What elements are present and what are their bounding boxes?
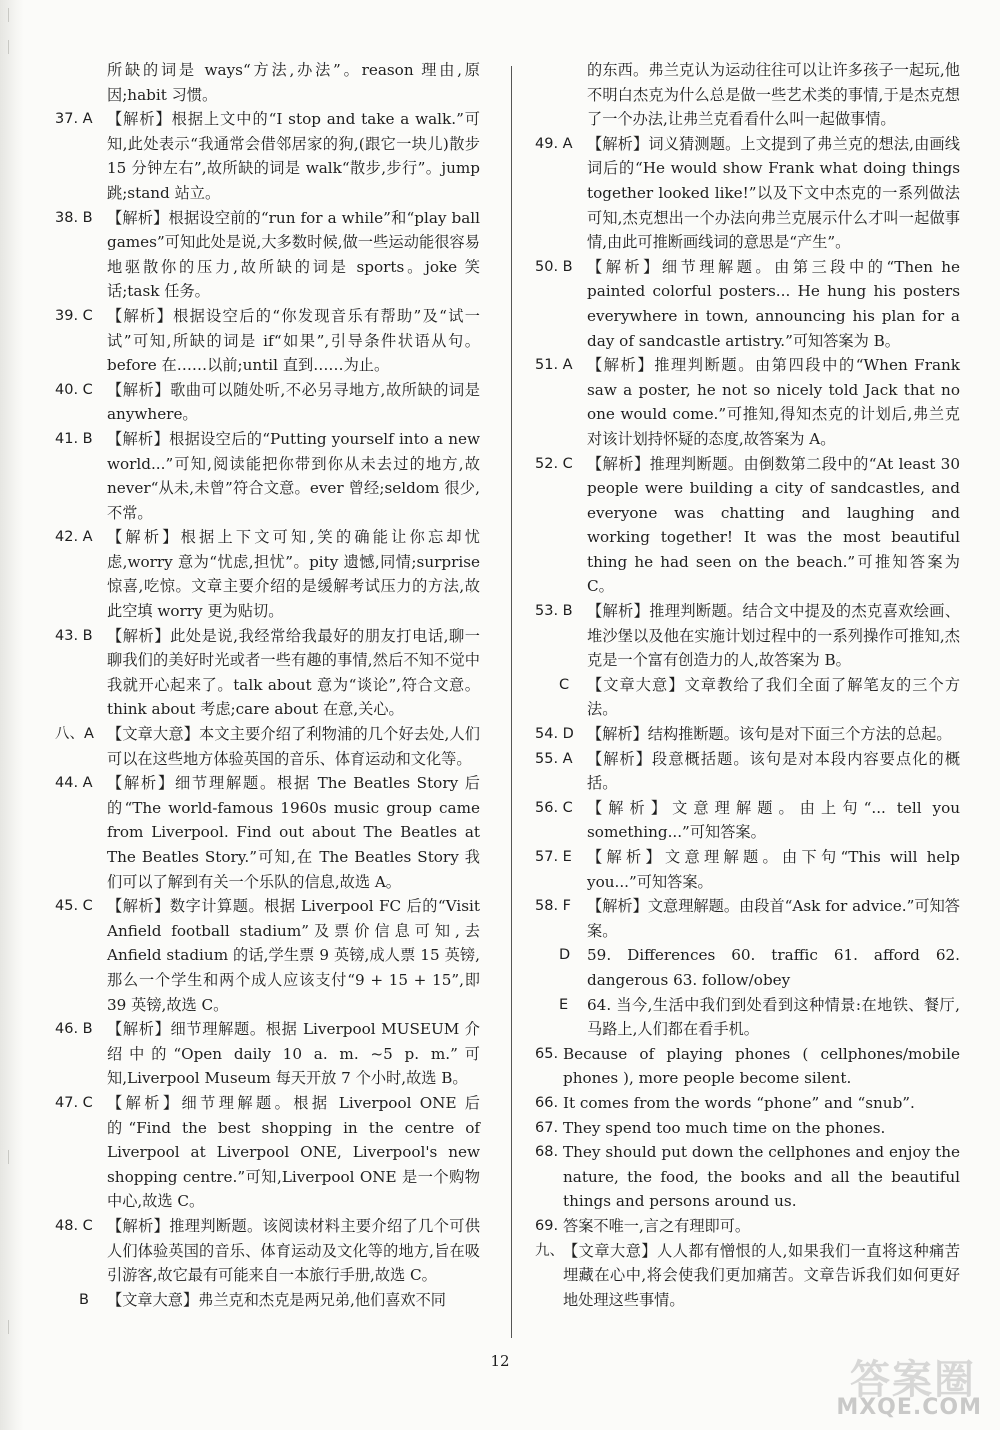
page-number: 12 [490,1352,510,1370]
answer-number: 45. C [55,898,93,915]
answer-text: 【解析】推理判断题。结合文中提及的杰克喜欢绘画、堆沙堡以及他在实施计划过程中的一系列操作可推知,杰克是一个富有创造力的人,故答案为 B。 [587,602,960,670]
answer-number: 56. C [535,799,573,816]
answer-text: 【解析】细节理解题。根据 Liverpool ONE 后的“Find the best shopping in the centre of Liverpool at Liverpool ONE, Liverpool's new shopping centre.”可知,Liverpool ONE 是一个购物中心,故选 C。 [107,1093,480,1211]
answer-item [535,673,960,722]
answer-item [535,132,960,255]
watermark-logo [807,1348,982,1420]
answer-item [535,353,960,451]
answer-item [535,796,960,845]
answer-number: C [559,676,570,693]
answer-number: D [559,947,571,964]
answer-item [55,427,480,525]
answer-number: 69. [535,1217,559,1234]
answer-item [535,722,960,747]
answer-number: 51. A [535,357,573,374]
answer-number: 58. F [535,898,572,915]
answer-number: 39. C [55,307,93,324]
answer-item [535,1140,960,1214]
answer-number: 68. [535,1144,559,1161]
answer-item [55,722,480,771]
answer-text: 【解析】歌曲可以随处听,不必另寻地方,故所缺的词是 anywhere。 [107,380,480,424]
watermark-bottom-text: MXQE.COM [836,1395,982,1420]
answer-number: 41. B [55,430,93,447]
answer-text: 【文章大意】人人都有憎恨的人,如果我们一直将这种痛苦埋藏在心中,将会使我们更加痛苦。文章告诉我们如何更好地处理这些事情。 [563,1241,960,1309]
answer-number: 37. A [55,111,93,128]
answer-text: 【解析】细节理解题。由第三段中的“Then he painted colorful posters... He hung his posters everywhere in town, announcing his plan for a day of sandcastle artistry.”可知答案为 B。 [587,257,960,350]
left-column [55,58,480,1312]
answer-text: 【解析】数字计算题。根据 Liverpool FC 后的“Visit Anfield football stadium”及票价信息可知,去 Anfield stadium 的话,学生票 9 英镑,成人票 15 英镑,那么一个学生和两个成人应该支付“9 + 15 + 15”,即 39 英镑,故选 C。 [107,897,480,1014]
answer-item [535,943,960,992]
answer-text: 【解析】根据设空后的“Putting yourself into a new world...”可知,阅读能把你带到你从未去过的地方,故 never“从未,未曾”符合文意。ever 曾经;seldom 很少,不常。 [107,429,480,522]
answer-number: 43. B [55,627,93,644]
answer-text: 【解析】词义猜测题。上文提到了弗兰克的想法,由画线词后的“He would show Frank what doing things together looked like!”以及下文中杰克的一系列做法可知,杰克想出一个办法向弗兰克展示什么才叫一起做事情,由此可推断画线词的意思是“产生”。 [587,134,960,252]
answer-item [55,1214,480,1288]
answer-text: 【解析】根据设空后的“你发现音乐有帮助”及“试一试”可知,所缺的词是 if“如果”,引导条件状语从句。before 在……以前;until 直到……为止。 [107,306,480,375]
answer-item [535,255,960,353]
answer-text: 【解析】此处是说,我经常给我最好的朋友打电话,聊一聊我们的美好时光或者一些有趣的事情,然后不知不觉中我就开心起来了。talk about 意为“谈论”,符合文意。think about 考虑;care about 在意,关心。 [107,626,480,719]
answer-text: 【解析】细节理解题。根据 Liverpool MUSEUM 介绍中的“Open daily 10 a. m. ~5 p. m.”可知,Liverpool Museum 每天开放 7 个小时,故选 B。 [107,1020,480,1088]
page-binding-edge [0,0,24,1430]
answer-item [535,894,960,943]
answer-item [535,747,960,796]
answer-item [535,1214,960,1239]
answer-number: 50. B [535,258,573,275]
answer-text: 64. 当今,生活中我们到处看到这种情景:在地铁、餐厅,马路上,人们都在看手机。 [587,995,960,1039]
answer-text: 【文章大意】本文主要介绍了利物浦的几个好去处,人们可以在这些地方体验英国的音乐、体育运动和文化等。 [107,725,480,768]
answer-number: 65. [535,1045,559,1062]
answer-item [535,1042,960,1091]
answer-item [55,894,480,1017]
answer-item [55,771,480,894]
answer-item [535,599,960,673]
answer-number: 40. C [55,381,93,398]
answer-text: 【解析】根据上下文可知,笑的确能让你忘却忧虑,worry 意为“忧虑,担忧”。pity 遗憾,同情;surprise 惊喜,吃惊。文章主要介绍的是缓解考试压力的方法,故此空填 worry 更为贴切。 [107,528,480,621]
answer-text: 59. Differences 60. traffic 61. afford 62. dangerous 63. follow/obey [587,946,960,989]
answer-item [535,1091,960,1116]
answer-text: 【解析】推理判断题。由倒数第二段中的“At least 30 people were building a city of sandcastles, and everyone was chatting and laughing and working together! It was the most beautiful thing he had seen on the beach.”可推知答案为 C。 [587,454,960,596]
answer-number: 57. E [535,849,572,865]
answer-item [535,845,960,894]
answer-number: 48. C [55,1217,93,1234]
answer-number: 46. B [55,1021,93,1038]
answer-text: 【解析】推理判断题。由第四段中的“When Frank saw a poster, he not so nicely told Jack that no one would come.”可推知,得知杰克的计划后,弗兰克对该计划持怀疑的态度,故答案为 A。 [587,356,960,448]
answer-text: 的东西。弗兰克认为运动往往可以让许多孩子一起玩,他不明白杰克为什么总是做一些艺术类的事情,于是杰克想了一个办法,让弗兰克看看什么叫一起做事情。 [587,61,960,129]
answer-text: 【解析】文意理解题。由段首“Ask for advice.”可知答案。 [587,897,960,940]
answer-item [55,378,480,427]
answer-number: 67. [535,1119,559,1136]
answer-number: 44. A [55,775,93,792]
answer-number: 42. A [55,529,93,546]
answer-text: 【解析】细节理解题。根据 The Beatles Story 后的“The world-famous 1960s music group came from Liverpool. Find out about The Beatles at The Beatles Story.”可知,在 The Beatles Story 我们可以了解到有关一个乐队的信息,故选 A。 [107,774,480,891]
answer-text: 【文章大意】文章教给了我们全面了解笔友的三个方法。 [587,675,960,719]
answer-text: 【解析】结构推断题。该句是对下面三个方法的总起。 [587,725,952,744]
answer-number: 47. C [55,1094,93,1111]
answer-text: 【解析】根据上文中的“I stop and take a walk.”可知,此处表示“我通常会借邻居家的狗,(跟它一块儿)散步 15 分钟左右”,故所缺的词是 walk“散步,步行”。jump 跳;stand 站立。 [107,110,480,202]
answer-text: 【解析】推理判断题。该阅读材料主要介绍了几个可供人们体验英国的音乐、体育运动及文化等的地方,旨在吸引游客,故它最有可能来自一本旅行手册,故选 C。 [107,1216,480,1285]
answer-item [535,1239,960,1313]
answer-item [55,624,480,722]
answer-item [535,993,960,1042]
answer-number: 55. A [535,750,573,767]
answer-number: E [559,996,569,1013]
answer-item [55,1017,480,1091]
answer-text: 【文章大意】弗兰克和杰克是两兄弟,他们喜欢不同 [107,1290,446,1309]
column-divider [511,66,512,1338]
answer-text: 答案不唯一,言之有理即可。 [563,1216,751,1235]
answer-item [535,452,960,600]
answer-text: 【解析】文意理解题。由下句“This will help you...”可知答案。 [587,848,960,891]
answer-item [55,1288,480,1313]
answer-number: 66. [535,1094,559,1111]
answer-text: They spend too much time on the phones. [563,1118,886,1137]
right-column [535,58,960,1312]
answer-item [55,58,480,107]
watermark-top-text: 答案圈 [850,1357,976,1403]
answer-number: 49. A [535,135,573,152]
answer-item [535,1116,960,1141]
answer-number: 八、A [55,726,94,743]
answer-number: 54. D [535,726,574,743]
answer-item [55,107,480,205]
answer-item [55,1091,480,1214]
answer-text: 所缺的词是 ways“方法,办法”。reason 理由,原因;habit 习惯。 [107,61,480,104]
answer-number: 53. B [535,603,573,620]
answer-text: Because of playing phones ( cellphones/mobile phones ), more people become silent. [563,1044,960,1088]
answer-number: B [79,1291,89,1308]
answer-item [55,525,480,623]
answer-text: 【解析】段意概括题。该句是对本段内容要点化的概括。 [587,749,960,793]
answer-number: 九、 [535,1242,564,1259]
answer-item [535,58,960,132]
answer-number: 38. B [55,209,93,226]
answer-item [55,304,480,378]
answer-text: It comes from the words “phone” and “snub”. [563,1093,915,1112]
answer-number: 52. C [535,455,573,472]
answer-text: They should put down the cellphones and enjoy the nature, the food, the books and all the beautiful things and persons around us. [563,1143,960,1211]
answer-text: 【解析】根据设空前的“run for a while”和“play ball games”可知此处是说,大多数时候,做一些运动能很容易地驱散你的压力,故所缺的词是 sports。joke 笑话;task 任务。 [107,208,480,301]
answer-text: 【解析】文意理解题。由上句“... tell you something...”可知答案。 [587,798,960,842]
answer-item [55,206,480,304]
